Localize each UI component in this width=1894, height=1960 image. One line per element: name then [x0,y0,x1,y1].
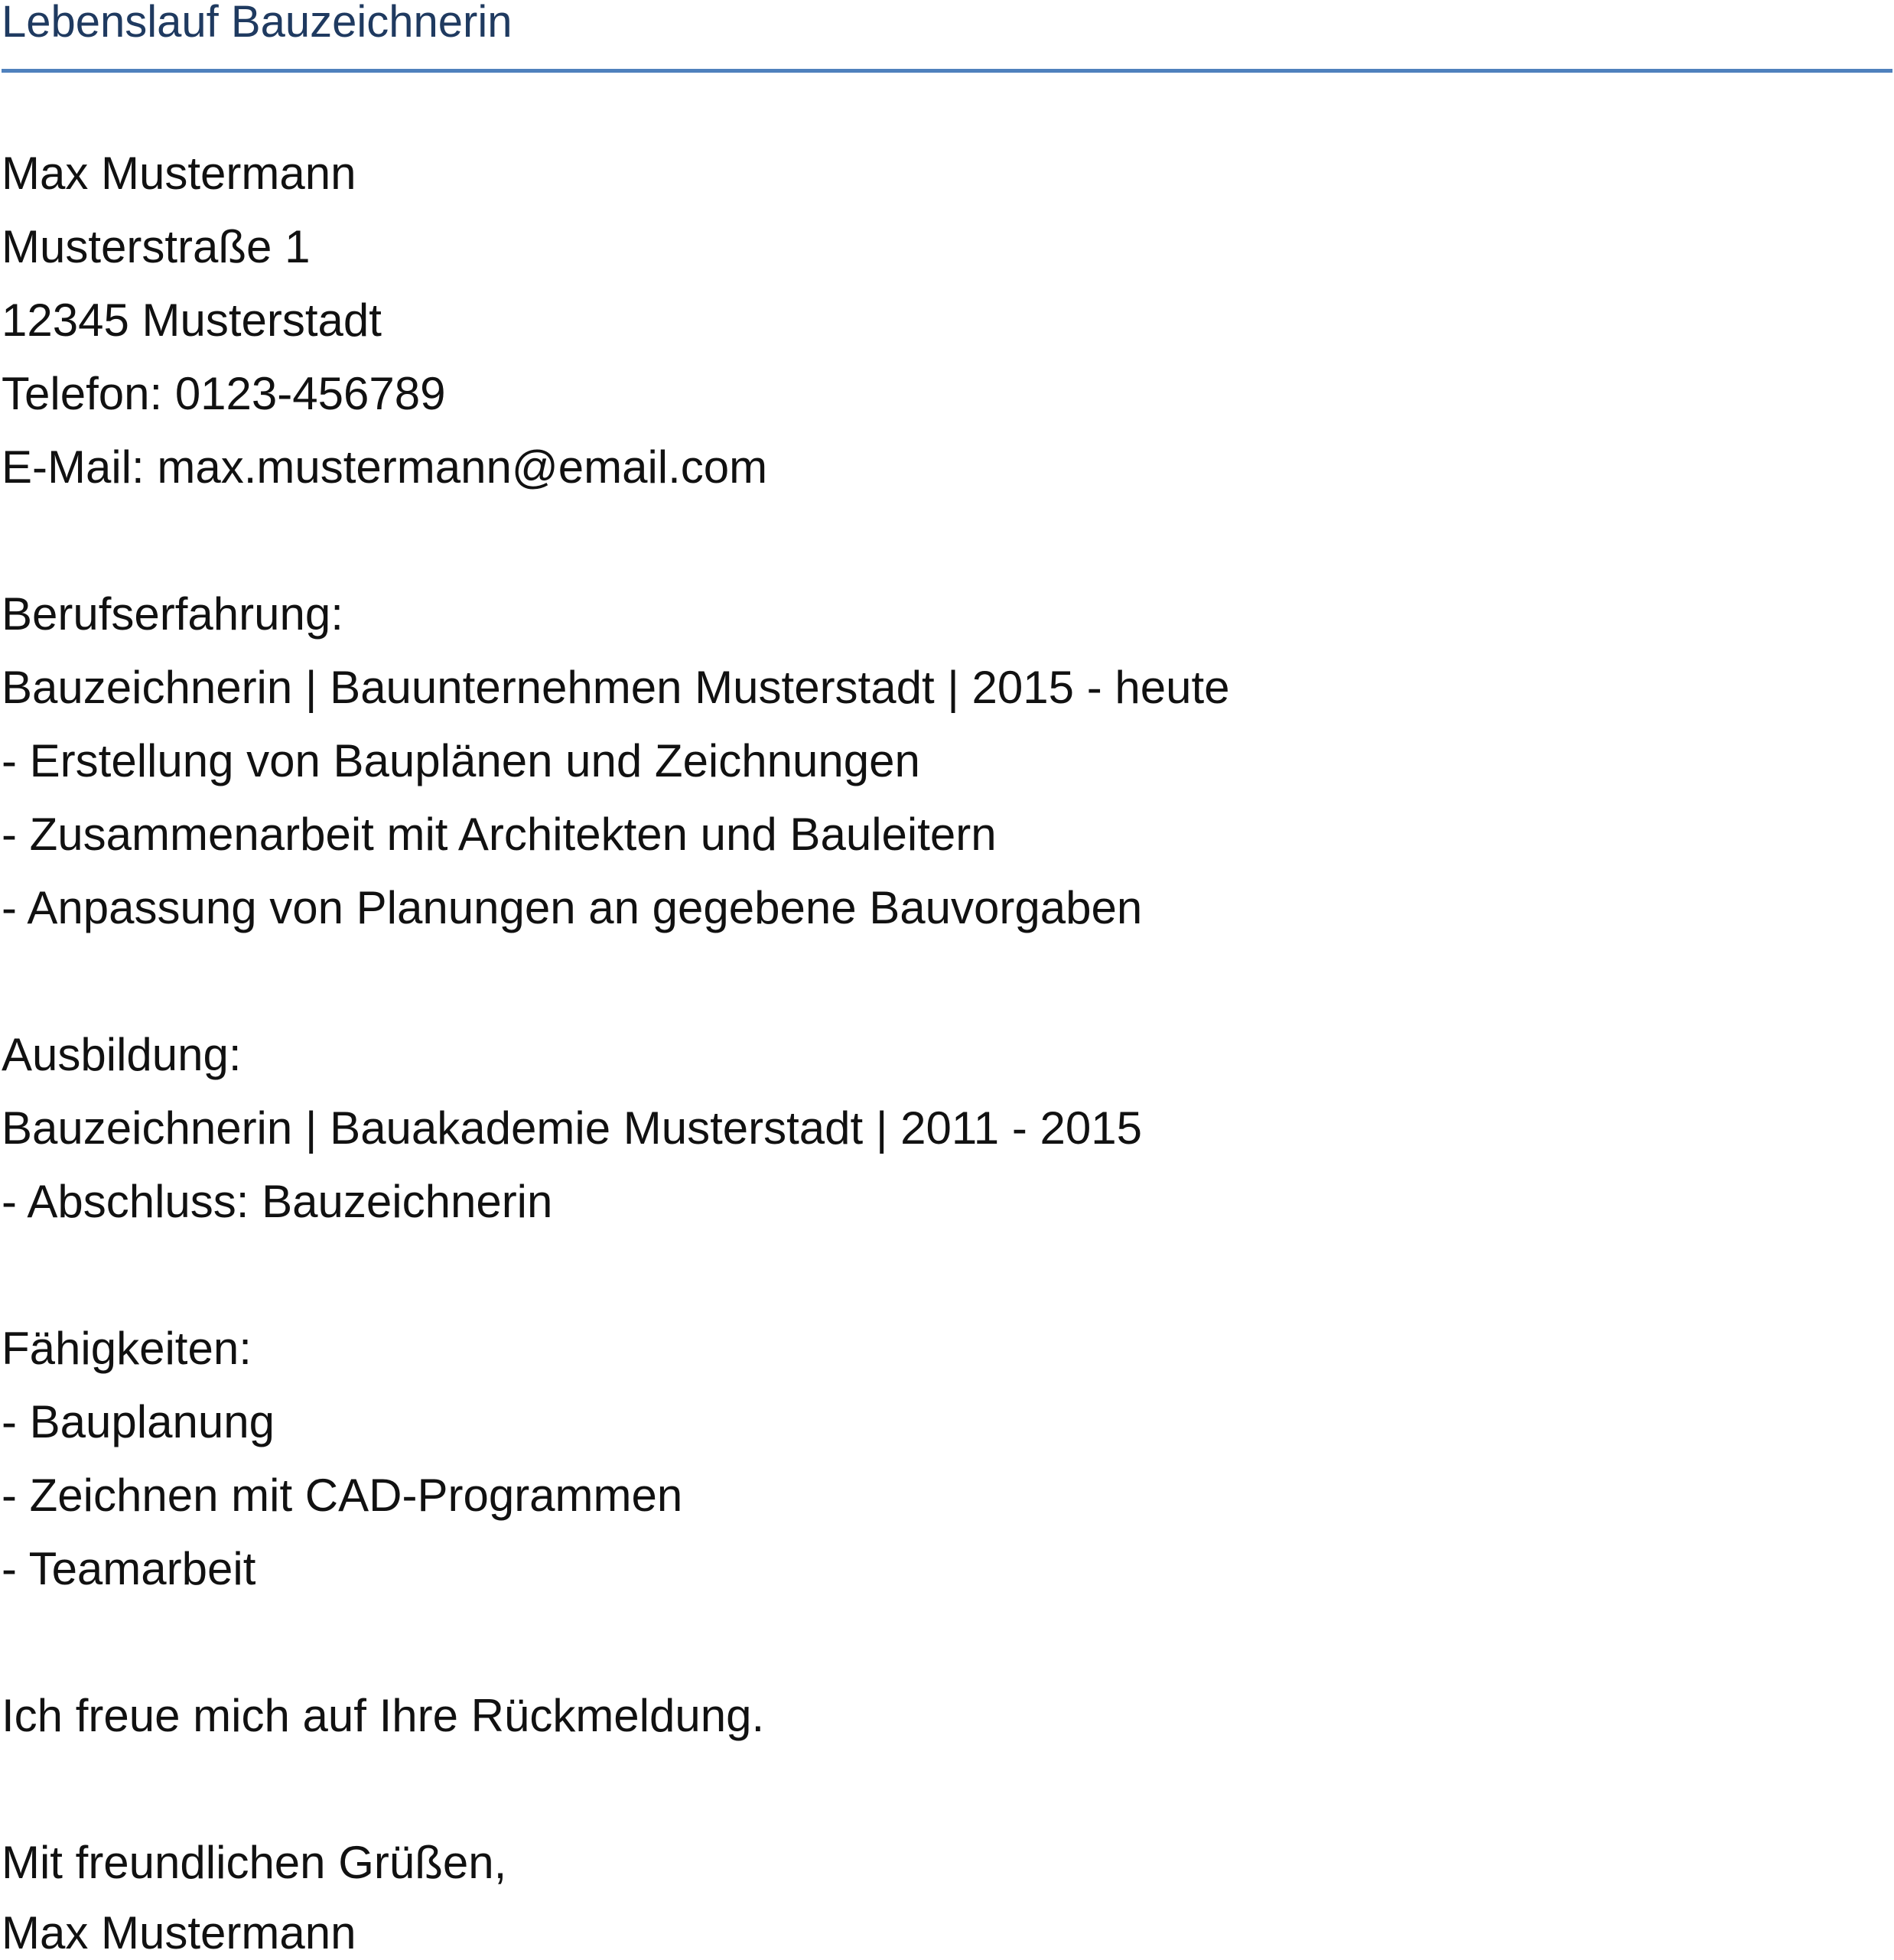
title-underline [2,69,1892,73]
skills-heading: Fähigkeiten: [2,1323,252,1374]
contact-city: 12345 Musterstadt [2,295,382,346]
education-position: Bauzeichnerin | Bauakademie Musterstadt | 2011 - 2015 [2,1102,1142,1154]
education-item: - Abschluss: Bauzeichnerin [2,1176,553,1227]
experience-heading: Berufserfahrung: [2,588,343,640]
skills-item: - Zeichnen mit CAD-Programmen [2,1470,683,1521]
contact-name: Max Mustermann [2,148,356,199]
skills-item: - Bauplanung [2,1396,275,1447]
contact-email: E-Mail: max.mustermann@email.com [2,441,768,493]
experience-item: - Erstellung von Bauplänen und Zeichnungen [2,735,920,786]
experience-position: Bauzeichnerin | Bauunternehmen Musterstadt | 2015 - heute [2,662,1230,713]
document-title: Lebenslauf Bauzeichnerin [2,0,513,47]
skills-item: - Teamarbeit [2,1543,256,1594]
contact-street: Musterstraße 1 [2,221,311,272]
contact-phone: Telefon: 0123-456789 [2,368,446,419]
closing-sentence: Ich freue mich auf Ihre Rückmeldung. [2,1690,765,1741]
experience-item: - Zusammenarbeit mit Architekten und Bauleitern [2,809,997,860]
signature-name: Max Mustermann [2,1907,356,1958]
education-heading: Ausbildung: [2,1029,242,1080]
experience-item: - Anpassung von Planungen an gegebene Bauvorgaben [2,882,1143,933]
closing-salutation: Mit freundlichen Grüßen, [2,1837,507,1888]
